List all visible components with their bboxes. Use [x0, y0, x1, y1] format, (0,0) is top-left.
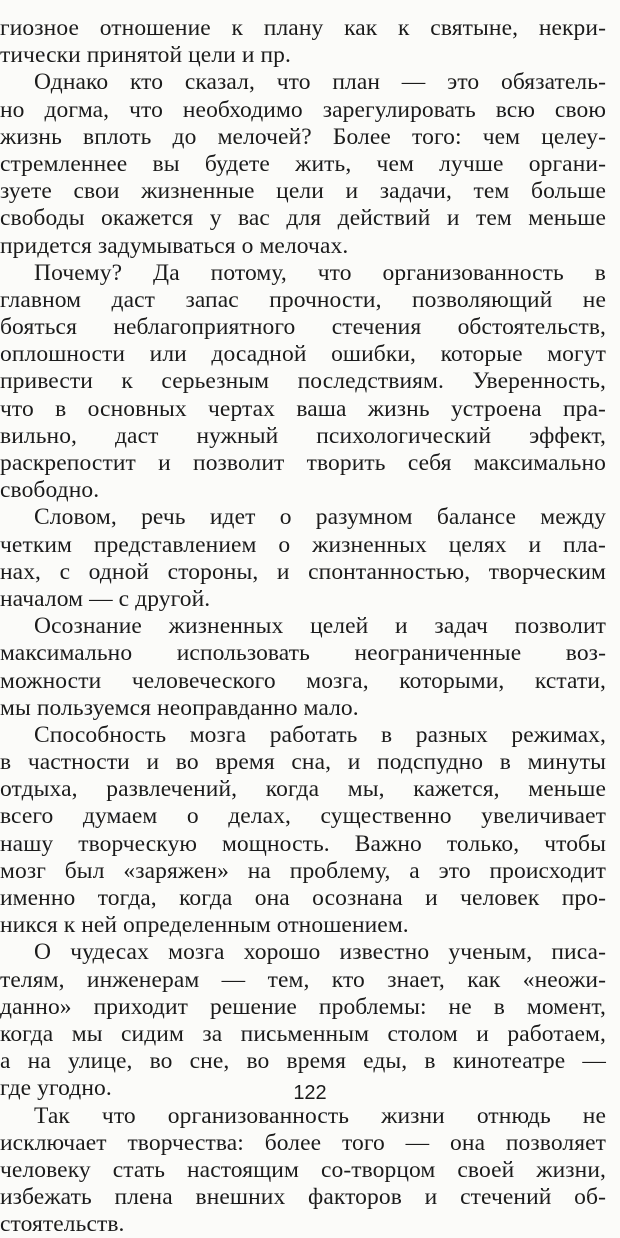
text-line: свободно.	[0, 477, 100, 504]
text-line: никся к ней определенным отношением.	[0, 912, 409, 939]
text-line: Словом, речь идет о разумном балансе между	[34, 504, 606, 531]
text-line: нах, с одной стороны, и спонтанностью, творческим	[0, 558, 606, 585]
text-line: вильно, даст нужный психологический эффект,	[0, 422, 606, 449]
text-line: придется задумываться о мелочах.	[0, 232, 349, 259]
text-line: когда мы сидим за письменным столом и работаем,	[0, 1020, 606, 1047]
text-line: человеку стать настоящим со-творцом своей жизни,	[0, 1156, 606, 1183]
text-line: привести к серьезным последствиям. Уверенность,	[0, 368, 606, 395]
text-line: нашу творческую мощность. Важно только, чтобы	[0, 830, 606, 857]
text-line: стремленнее вы будете жить, чем лучше органи-	[0, 150, 606, 177]
text-line: свободы окажется у вас для действий и тем меньше	[0, 205, 606, 232]
text-line: тически принятой цели и пр.	[0, 42, 291, 69]
text-line: можности человеческого мозга, которыми, кстати,	[0, 667, 606, 694]
text-line: О чудесах мозга хорошо известно ученым, писа-	[34, 939, 606, 966]
text-line: а на улице, во сне, во время еды, в кинотеатре —	[0, 1048, 606, 1075]
text-line: жизнь вплоть до мелочей? Более того: чем целеу-	[0, 123, 606, 150]
text-line: гиозное отношение к плану как к святыне, некри-	[0, 15, 606, 41]
text-line: оплошности или досадной ошибки, которые могут	[0, 341, 606, 368]
text-line: что в основных чертах ваша жизнь устроена пра-	[0, 395, 606, 422]
text-line: Так что организованность жизни отнюдь не	[34, 1102, 606, 1129]
text-line: раскрепостит и позволит творить себя максимально	[0, 450, 606, 476]
text-line: Однако кто сказал, что план — это обязатель-	[34, 69, 606, 96]
text-line: где угодно.	[0, 1075, 112, 1102]
text-line: мозг был «заряжен» на проблему, а это происходит	[0, 857, 606, 884]
text-line: именно тогда, когда она осознана и человек про-	[0, 885, 606, 911]
text-line: стоятельств.	[0, 1211, 125, 1238]
text-line: главном даст запас прочности, позволяющий не	[0, 286, 606, 313]
text-line: мы пользуемся неоправданно мало.	[0, 694, 359, 721]
text-line: отдыха, развлечений, когда мы, кажется, меньше	[0, 776, 606, 803]
text-line: Почему? Да потому, что организованность в	[34, 259, 606, 286]
text-line: телям, инженерам — тем, кто знает, как «неожи-	[0, 966, 606, 993]
text-line: в частности и во время сна, и подспудно в минуты	[0, 749, 606, 776]
text-line: избежать плена внешних факторов и стечений об-	[0, 1184, 606, 1211]
text-line: бояться неблагоприятного стечения обстоятельств,	[0, 314, 606, 341]
text-line: данно» приходит решение проблемы: не в момент,	[0, 993, 606, 1020]
text-line: зуете свои жизненные цели и задачи, тем больше	[0, 178, 606, 205]
text-line: всего думаем о делах, существенно увеличивает	[0, 803, 606, 830]
text-line: Способность мозга работать в разных режимах,	[34, 721, 606, 748]
text-line: началом — с другой.	[0, 585, 211, 612]
text-line: исключает творчества: более того — она позволяет	[0, 1129, 606, 1156]
page-number: 122	[293, 1082, 327, 1104]
text-line: но догма, что необходимо зарегулировать всю свою	[0, 96, 606, 123]
text-line: четким представлением о жизненных целях и пла-	[0, 531, 606, 558]
text-line: Осознание жизненных целей и задач позволит	[34, 613, 606, 640]
body-text	[0, 15, 606, 1238]
text-line: максимально использовать неограниченные воз-	[0, 640, 606, 667]
